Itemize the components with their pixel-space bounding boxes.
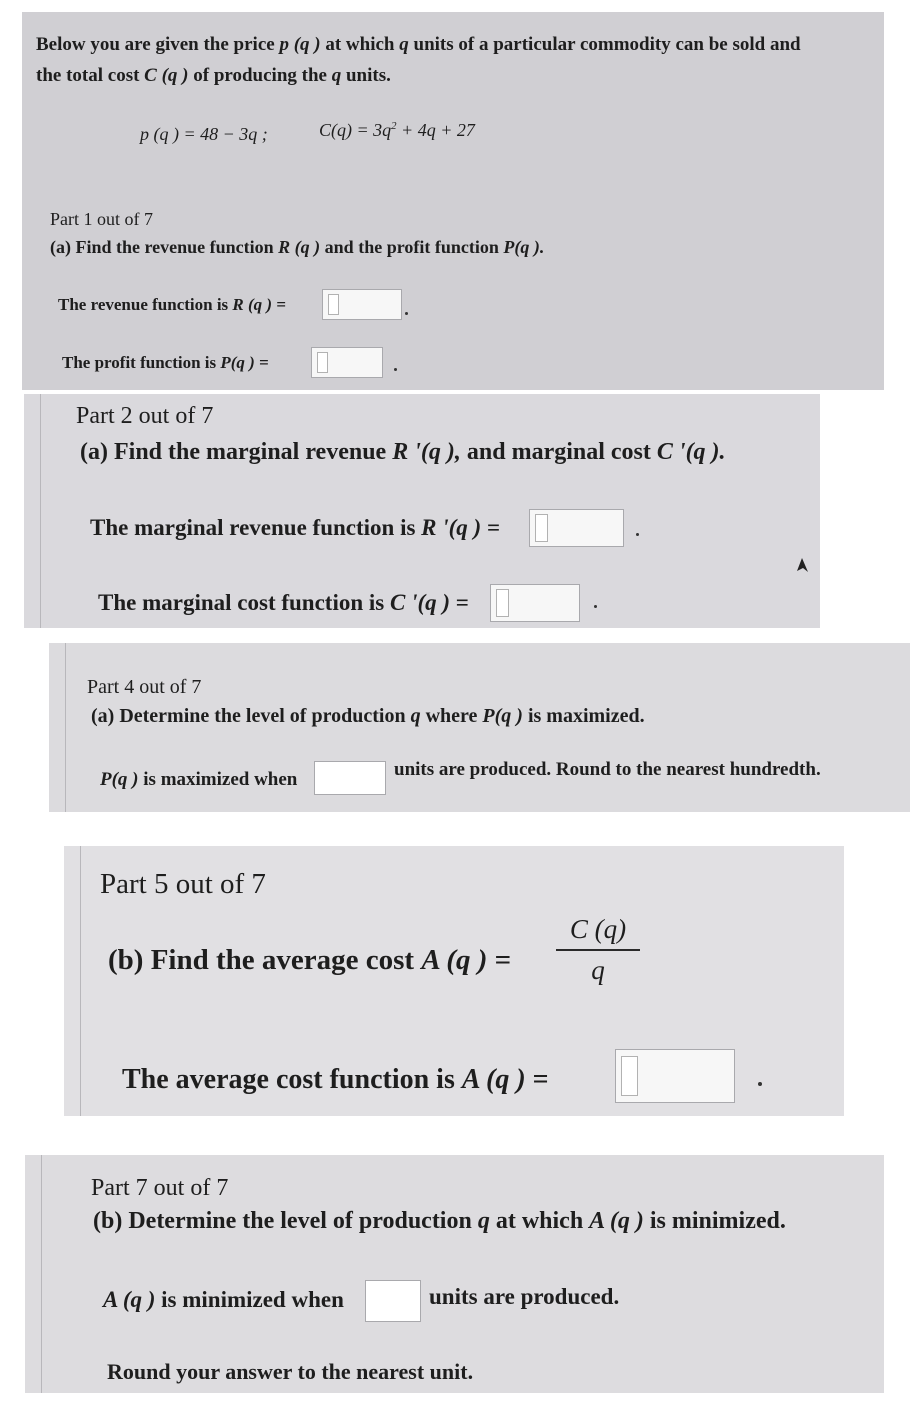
average-cost-fraction	[556, 914, 640, 986]
fraction-bar	[556, 949, 640, 951]
marginal-cost-label: The marginal cost function is C '(q ) =	[98, 590, 469, 615]
marginal-cost-input[interactable]	[490, 584, 580, 622]
minimized-suffix: units are produced.	[429, 1284, 620, 1309]
input-cursor-icon	[535, 514, 548, 542]
maximized-label: P(q ) is maximized when	[100, 769, 298, 790]
input-cursor-icon	[496, 589, 509, 617]
rounding-note: Round your answer to the nearest unit.	[107, 1359, 474, 1384]
part7-question: (b) Determine the level of production q at which A (q ) is minimized.	[93, 1208, 786, 1234]
profit-label: The profit function is P(q ) =	[62, 353, 269, 372]
profit-input[interactable]	[311, 347, 383, 378]
period-dot	[394, 368, 397, 371]
input-cursor-icon	[328, 294, 339, 315]
part2-panel	[24, 394, 820, 628]
period-dot	[636, 533, 639, 536]
revenue-label: The revenue function is R (q ) =	[58, 295, 287, 314]
revenue-input[interactable]	[322, 289, 402, 320]
fraction-denominator: q	[591, 955, 605, 985]
part2-heading: Part 2 out of 7	[76, 403, 214, 429]
part1-panel	[22, 12, 884, 390]
period-dot	[594, 605, 597, 608]
input-cursor-icon	[621, 1056, 638, 1096]
intro-line-2: the total cost C (q ) of producing the q units.	[36, 65, 391, 86]
part5-heading: Part 5 out of 7	[100, 868, 266, 900]
part1-heading: Part 1 out of 7	[50, 209, 153, 229]
part5-panel	[64, 846, 844, 1116]
period-dot	[405, 312, 408, 315]
part4-panel	[49, 643, 910, 812]
minimizing-level-input[interactable]	[365, 1280, 421, 1322]
maximized-suffix: units are produced. Round to the nearest hundredth.	[394, 759, 821, 780]
part4-heading: Part 4 out of 7	[87, 676, 202, 698]
fraction-numerator: C (q)	[569, 914, 627, 944]
part7-heading: Part 7 out of 7	[91, 1175, 229, 1201]
marginal-revenue-label: The marginal revenue function is R '(q ) =	[90, 515, 501, 540]
part5-question: (b) Find the average cost A (q ) =	[108, 944, 512, 976]
part1-question: (a) Find the revenue function R (q ) and the profit function P(q ).	[50, 237, 545, 257]
mouse-pointer-icon	[794, 556, 810, 576]
input-cursor-icon	[317, 352, 328, 373]
average-cost-input[interactable]	[615, 1049, 735, 1103]
intro-line-1: Below you are given the price p (q ) at which q units of a particular commodity can be sold and	[36, 34, 801, 55]
part2-question: (a) Find the marginal revenue R '(q ), and marginal cost C '(q ).	[80, 439, 726, 465]
marginal-revenue-input[interactable]	[529, 509, 624, 547]
period-dot	[758, 1082, 762, 1086]
production-level-input[interactable]	[314, 761, 386, 795]
cost-equation: $C(q) = 3q^2 + 4q + 27$	[319, 120, 475, 140]
part7-panel	[25, 1155, 884, 1393]
price-equation: p (q ) = 48 − 3q ;	[140, 124, 268, 144]
part4-question: (a) Determine the level of production q where P(q ) is maximized.	[91, 705, 645, 727]
minimized-label: A (q ) is minimized when	[103, 1287, 344, 1312]
average-cost-label: The average cost function is A (q ) =	[122, 1064, 549, 1095]
